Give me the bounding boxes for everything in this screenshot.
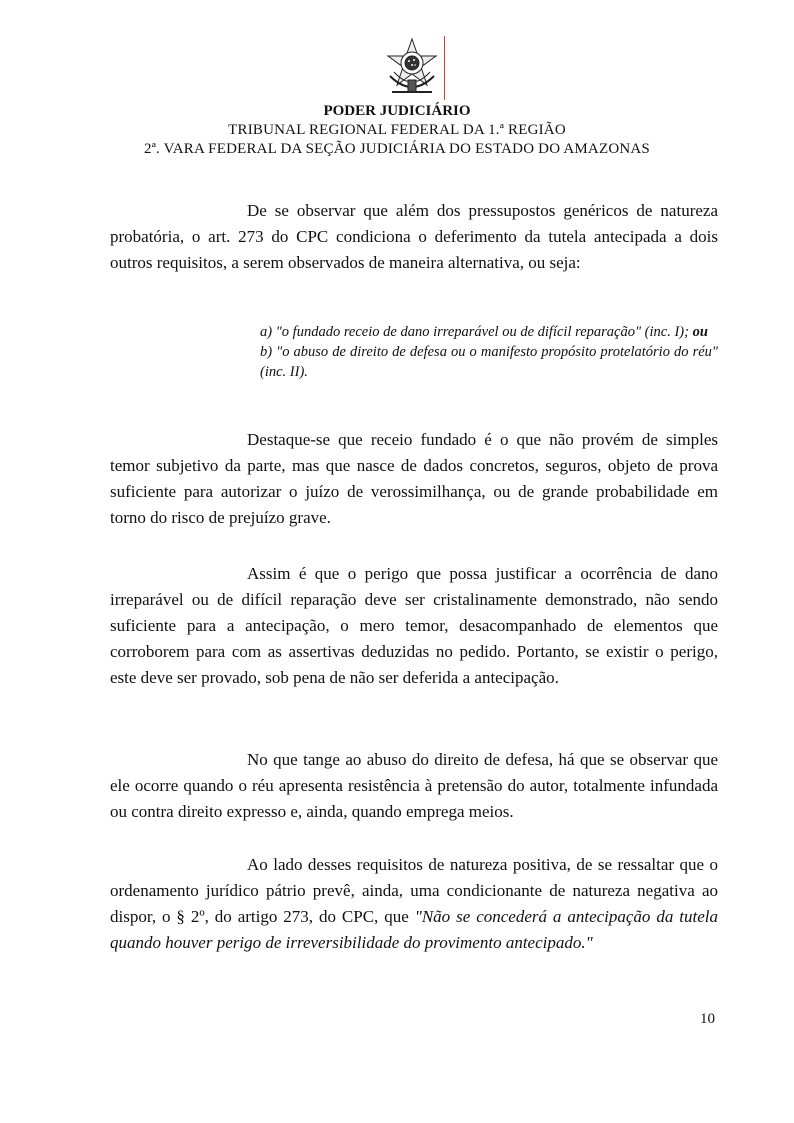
paragraph-2: [110, 427, 718, 531]
paragraph-4-text: No que tange ao abuso do direito de defesa, há que se observar que ele ocorre quando o réu apresenta resistência à pretensão do autor, totalmente infundada ou contra direito expresso e, ainda, quando emprega meios.: [110, 750, 718, 821]
quote-item-a-text: a) "o fundado receio de dano irreparável ou de difícil reparação" (inc. I);: [260, 324, 693, 340]
paragraph-3: [110, 561, 718, 691]
coat-of-arms-icon: [380, 36, 444, 100]
quote-item-a: [260, 322, 718, 342]
paragraph-5: [110, 852, 718, 956]
paragraph-5-text: [110, 852, 718, 956]
block-quote: [260, 322, 718, 382]
paragraph-5-quote: "Não se concederá a antecipação da tutela quando houver perigo de irreversibilidade do provimento antecipado.": [110, 907, 719, 952]
red-margin-mark: [444, 36, 445, 100]
paragraph-2-text: Destaque-se que receio fundado é o que não provém de simples temor subjetivo da parte, mas que nasce de dados concretos, seguros, objeto de prova suficiente para autorizar o juízo de verossimilhança, ou de grande probabilidade em torno do risco de prejuízo grave.: [110, 430, 718, 527]
paragraph-5-plain: Ao lado desses requisitos de natureza positiva, de se ressaltar que o ordenamento jurídico pátrio prevê, ainda, uma condicionante de natureza negativa ao dispor, o § 2º, do artigo 273, do CPC, que: [110, 855, 718, 926]
paragraph-1: [110, 198, 718, 276]
header-court: TRIBUNAL REGIONAL FEDERAL DA 1.ª REGIÃO: [228, 122, 566, 138]
page-number: 10: [700, 1011, 715, 1027]
header-section: 2ª. VARA FEDERAL DA SEÇÃO JUDICIÁRIA DO ESTADO DO AMAZONAS: [144, 141, 650, 157]
quote-connector: ou: [692, 324, 708, 340]
paragraph-3-text: Assim é que o perigo que possa justificar a ocorrência de dano irreparável ou de difícil reparação deve ser cristalinamente demonstrado, não sendo suficiente para a antecipação, o mero temor, desacompanhado de elementos que corroborem para com as assertivas deduzidas no pedido. Portanto, se existir o perigo, este deve ser provado, sob pena de não ser deferida a antecipação.: [110, 564, 718, 687]
quote-item-b: b) "o abuso de direito de defesa ou o manifesto propósito protelatório do réu" (inc. II).: [260, 344, 718, 380]
header-title: PODER JUDICIÁRIO: [323, 103, 471, 119]
paragraph-1-text: De se observar que além dos pressupostos genéricos de natureza probatória, o art. 273 do CPC condiciona o deferimento da tutela antecipada a dois outros requisitos, a serem observados de maneira alternativa, ou seja:: [110, 201, 718, 272]
paragraph-4: [110, 747, 718, 825]
